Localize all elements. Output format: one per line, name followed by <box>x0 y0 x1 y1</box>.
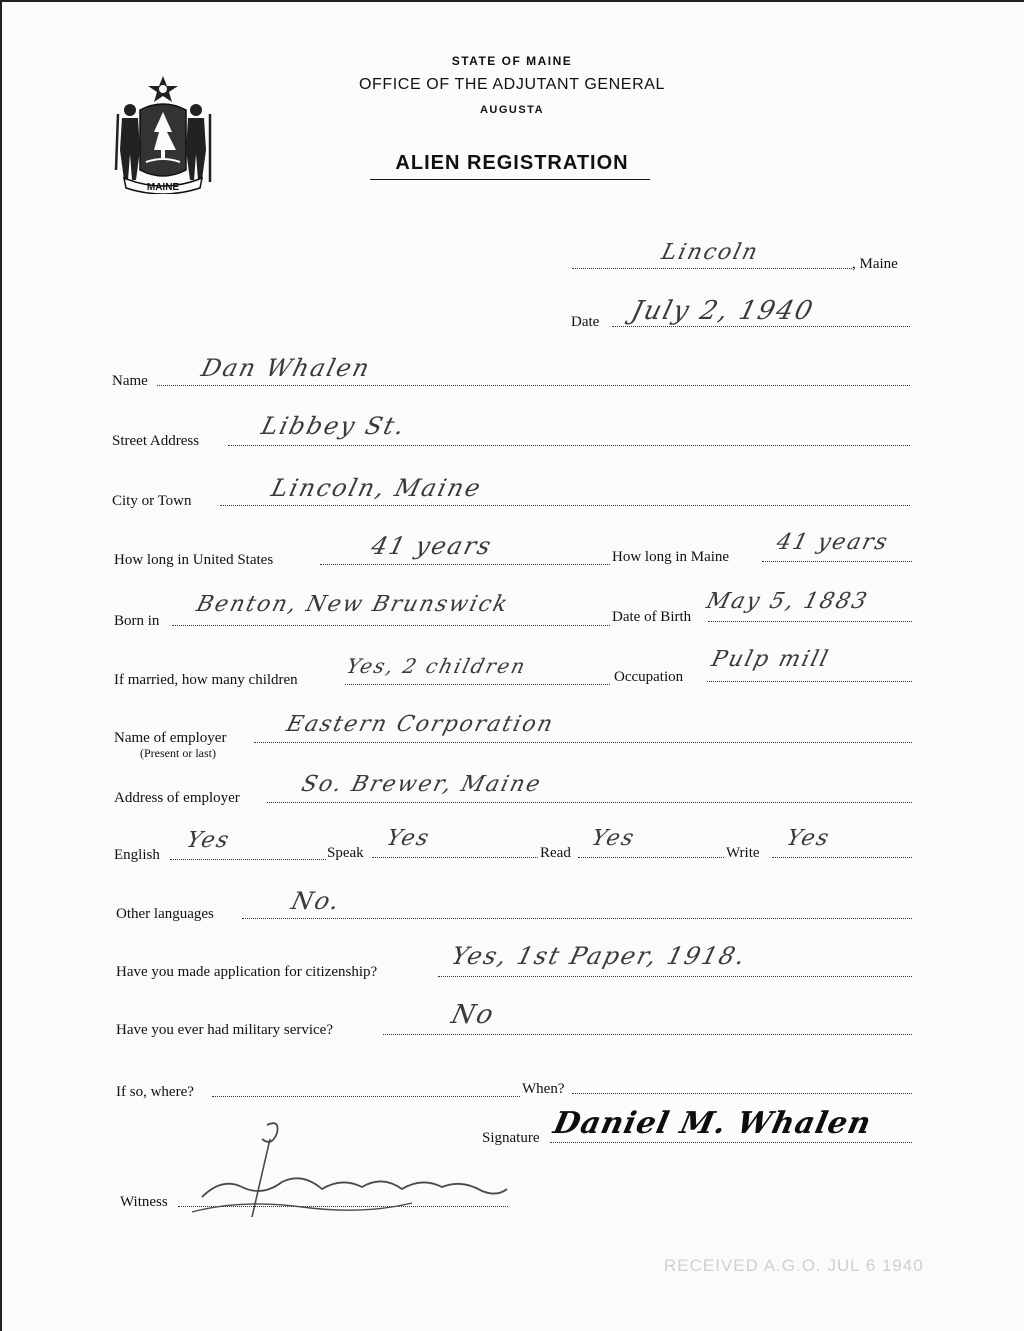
employer-value[interactable]: Eastern Corporation <box>283 712 557 737</box>
children-line <box>345 684 610 685</box>
write-value[interactable]: Yes <box>783 826 834 851</box>
city-label: City or Town <box>112 493 192 509</box>
write-line <box>772 857 912 858</box>
street-label: Street Address <box>112 433 200 449</box>
signature-value[interactable]: Daniel M. Whalen <box>550 1106 875 1141</box>
other-lang-line <box>242 918 912 919</box>
military-label: Have you ever had military service? <box>116 1022 333 1038</box>
received-stamp: RECEIVED A.G.O. JUL 6 1940 <box>664 1256 924 1275</box>
born-in-value[interactable]: Benton, New Brunswick <box>193 592 512 617</box>
speak-label: Speak <box>327 845 364 861</box>
children-label: If married, how many children <box>114 672 298 688</box>
military-value[interactable]: No <box>448 1000 499 1030</box>
english-label: English <box>114 847 160 863</box>
witness-label: Witness <box>120 1194 168 1210</box>
when-label: When? <box>522 1081 565 1097</box>
speak-line <box>372 857 538 858</box>
read-label: Read <box>540 845 571 861</box>
emp-address-line <box>267 802 912 803</box>
us-years-value[interactable]: 41 years <box>368 532 496 560</box>
occupation-label: Occupation <box>614 669 684 685</box>
other-lang-label: Other languages <box>116 906 214 922</box>
name-line <box>157 385 910 386</box>
born-in-label: Born in <box>114 613 160 629</box>
children-value[interactable]: Yes, 2 children <box>344 654 530 678</box>
emp-address-label: Address of employer <box>114 790 240 806</box>
read-value[interactable]: Yes <box>588 826 639 851</box>
other-lang-value[interactable]: No. <box>288 887 345 915</box>
born-in-line <box>172 625 610 626</box>
date-value[interactable]: July 2, 1940 <box>628 296 818 326</box>
us-years-label: How long in United States <box>114 552 274 568</box>
witness-signature-icon[interactable] <box>182 1117 512 1227</box>
speak-value[interactable]: Yes <box>383 826 434 851</box>
street-value[interactable]: Libbey St. <box>258 412 409 440</box>
english-line <box>170 859 326 860</box>
date-line <box>612 326 910 327</box>
where-line <box>212 1096 520 1097</box>
maine-label: , Maine <box>852 256 898 272</box>
employer-sublabel: (Present or last) <box>140 746 216 760</box>
date-label: Date <box>571 314 600 330</box>
write-label: Write <box>726 845 760 861</box>
me-years-line <box>762 561 912 562</box>
name-value[interactable]: Dan Whalen <box>198 354 374 382</box>
header-city: AUGUSTA <box>479 104 545 116</box>
occupation-line <box>707 681 912 682</box>
form-title: ALIEN REGISTRATION <box>395 152 629 174</box>
town-value[interactable]: Lincoln <box>658 240 762 265</box>
occupation-value[interactable]: Pulp mill <box>708 647 833 672</box>
svg-text:MAINE: MAINE <box>146 182 180 193</box>
header-state: STATE OF MAINE <box>451 54 573 68</box>
dob-line <box>708 621 912 622</box>
street-line <box>228 445 910 446</box>
title-underline <box>370 179 650 180</box>
city-line <box>220 505 910 506</box>
english-value[interactable]: Yes <box>183 828 234 853</box>
employer-line <box>254 742 912 743</box>
signature-label: Signature <box>482 1130 540 1146</box>
when-line <box>572 1093 912 1094</box>
emp-address-value[interactable]: So. Brewer, Maine <box>298 772 545 797</box>
citizenship-value[interactable]: Yes, 1st Paper, 1918. <box>448 942 750 970</box>
read-line <box>578 857 724 858</box>
us-years-line <box>320 564 610 565</box>
where-label: If so, where? <box>116 1084 194 1100</box>
signature-line <box>550 1142 912 1143</box>
citizenship-line <box>438 976 912 977</box>
me-years-label: How long in Maine <box>612 549 730 565</box>
town-line <box>572 268 852 269</box>
dob-label: Date of Birth <box>612 609 692 625</box>
city-value[interactable]: Lincoln, Maine <box>268 474 486 502</box>
name-label: Name <box>112 373 148 389</box>
maine-state-seal-icon <box>110 70 216 194</box>
citizenship-label: Have you made application for citizenship? <box>116 964 378 980</box>
header-office: OFFICE OF THE ADJUTANT GENERAL <box>358 76 666 93</box>
military-line <box>383 1034 912 1035</box>
dob-value[interactable]: May 5, 1883 <box>703 589 872 614</box>
me-years-value[interactable]: 41 years <box>773 530 892 555</box>
employer-label: Name of employer <box>114 730 227 746</box>
